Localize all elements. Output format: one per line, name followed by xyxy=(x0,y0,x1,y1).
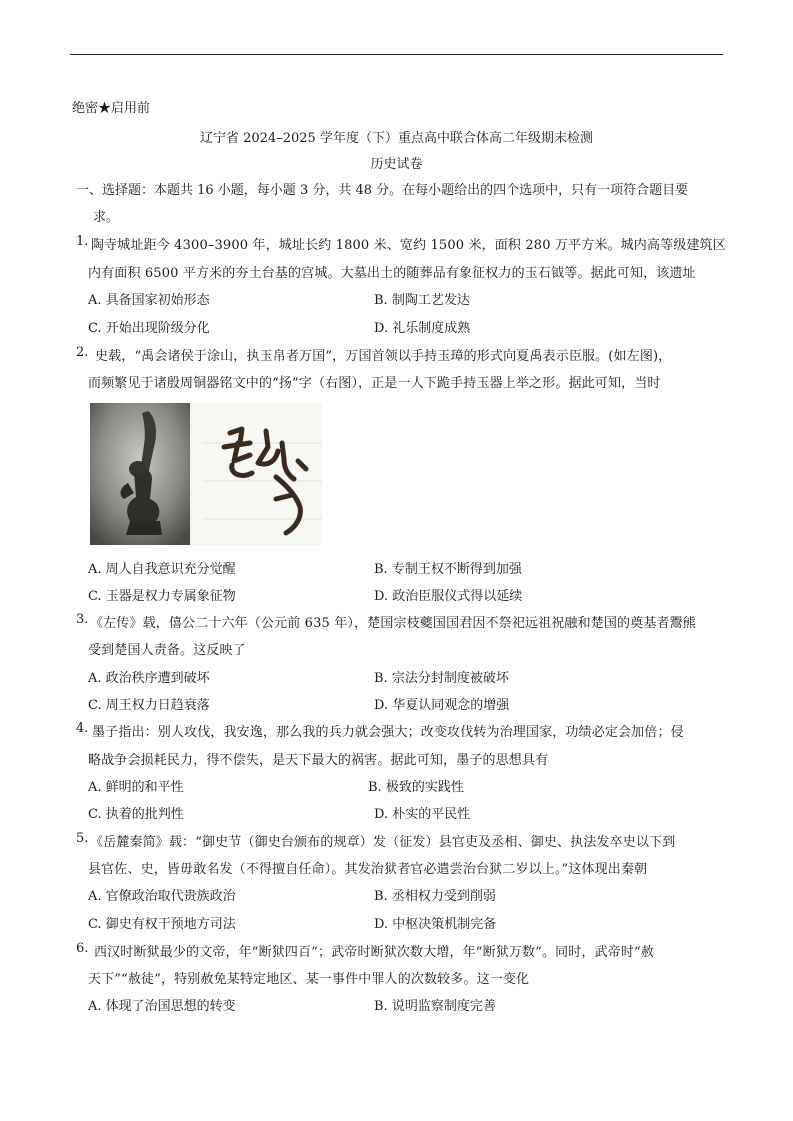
question-2-stem-line2: 而频繁见于诸殷周铜器铭文中的“扬”字（右图），正是一人下跪手持玉器上举之形。据此可知，当时 xyxy=(88,376,661,391)
question-1-option-d: D. 礼乐制度成熟 xyxy=(374,321,471,336)
question-5-stem-line1: 《岳麓秦简》载：“御史节（御史台颁布的规章）发（征发）县官吏及丞相、御史、执法发卒史以下到 xyxy=(90,835,676,850)
question-1-option-b: B. 制陶工艺发达 xyxy=(374,293,470,308)
question-3-option-c: C. 周王权力日趋衰落 xyxy=(88,698,210,713)
question-5-number: 5. xyxy=(76,831,89,846)
confidential-label: 绝密★启用前 xyxy=(72,101,151,116)
question-3-option-d: D. 华夏认同观念的增强 xyxy=(374,698,510,713)
question-4-option-c: C. 执着的批判性 xyxy=(88,807,184,822)
question-2-stem-line1: 史载，“禹会诸侯于涂山，执玉帛者万国”，万国首领以手持玉璋的形式向夏禹表示臣服。(如左图)， xyxy=(95,349,672,364)
question-1-option-c: C. 开始出现阶级分化 xyxy=(88,321,210,336)
jade-figure-photo xyxy=(90,403,190,545)
header-rule xyxy=(70,54,723,55)
question-5-option-c: C. 御史有权干预地方司法 xyxy=(88,917,236,932)
question-4-option-b: B. 极致的实践性 xyxy=(368,780,464,795)
question-2-option-c: C. 玉器是权力专属象征物 xyxy=(88,589,236,604)
section-instructions-line2: 求。 xyxy=(93,210,120,225)
question-3-stem-line2: 受到楚国人责备。这反映了 xyxy=(88,643,246,658)
question-5-option-b: B. 丞相权力受到削弱 xyxy=(374,889,496,904)
question-3-stem-line1: 《左传》载，僖公二十六年（公元前 635 年），楚国宗枝夔国国君因不祭祀远祖祝融和楚国的奠基者鬻熊 xyxy=(90,616,696,631)
subject-title: 历史试卷 xyxy=(370,157,423,172)
question-5-stem-line2: 县官佐、史，皆毋敢名发（不得擅自任命）。其发治狱者官必遣尝治台狱二岁以上。”这体现出秦朝 xyxy=(88,862,648,877)
question-2-option-d: D. 政治臣服仪式得以延续 xyxy=(374,589,523,604)
question-4-stem-line2: 略战争会损耗民力，得不偿失，是天下最大的祸害。据此可知，墨子的思想具有 xyxy=(88,753,549,768)
question-6-number: 6. xyxy=(76,941,89,956)
question-5-option-d: D. 中枢决策机制完备 xyxy=(374,917,497,932)
question-6-stem-line1: 西汉时断狱最少的文帝，年“断狱四百”；武帝时断狱次数大增，年“断狱万数”。同时，武帝时“赦 xyxy=(94,945,654,960)
question-4-number: 4. xyxy=(76,721,89,736)
question-3-option-a: A. 政治秩序遭到破坏 xyxy=(88,671,210,686)
question-2-option-a: A. 周人自我意识充分觉醒 xyxy=(88,562,236,577)
yang-inscription-glyph xyxy=(192,403,322,545)
question-4-stem-line1: 墨子指出：别人攻伐，我安逸，那么我的兵力就会强大；改变攻伐转为治理国家，功绩必定会加倍；侵 xyxy=(92,725,684,740)
question-5-option-a: A. 官僚政治取代贵族政治 xyxy=(88,889,236,904)
question-1-option-a: A. 具备国家初始形态 xyxy=(88,293,210,308)
question-1-stem-line2: 内有面积 6500 平方米的夯土台基的宫城。大墓出土的随葬品有象征权力的玉石钺等。据此可知，该遗址 xyxy=(88,266,696,281)
question-6-stem-line2: 天下”“赦徒”，特别赦免某特定地区、某一事件中罪人的次数较多。这一变化 xyxy=(88,972,530,987)
question-6-option-b: B. 说明监察制度完善 xyxy=(374,999,496,1014)
question-1-number: 1. xyxy=(76,234,89,249)
question-4-option-d: D. 朴实的平民性 xyxy=(374,807,471,822)
question-4-option-a: A. 鲜明的和平性 xyxy=(88,780,184,795)
question-2-option-b: B. 专制王权不断得到加强 xyxy=(374,562,522,577)
question-2-figure xyxy=(90,403,322,545)
question-3-number: 3. xyxy=(76,612,89,627)
section-instructions-line1: 一、选择题：本题共 16 小题，每小题 3 分，共 48 分。在每小题给出的四个选项中，只有一项符合题目要 xyxy=(76,183,689,198)
figure-svg xyxy=(90,403,322,545)
question-1-stem-line1: 陶寺城址距今 4300–3900 年，城址长约 1800 米、宽约 1500 米，面积 280 万平方米。城内高等级建筑区 xyxy=(91,238,726,253)
question-2-number: 2. xyxy=(76,345,89,360)
question-6-option-a: A. 体现了治国思想的转变 xyxy=(88,999,236,1014)
question-3-option-b: B. 宗法分封制度被破坏 xyxy=(374,671,509,686)
exam-title: 辽宁省 2024–2025 学年度（下）重点高中联合体高二年级期末检测 xyxy=(200,131,593,146)
